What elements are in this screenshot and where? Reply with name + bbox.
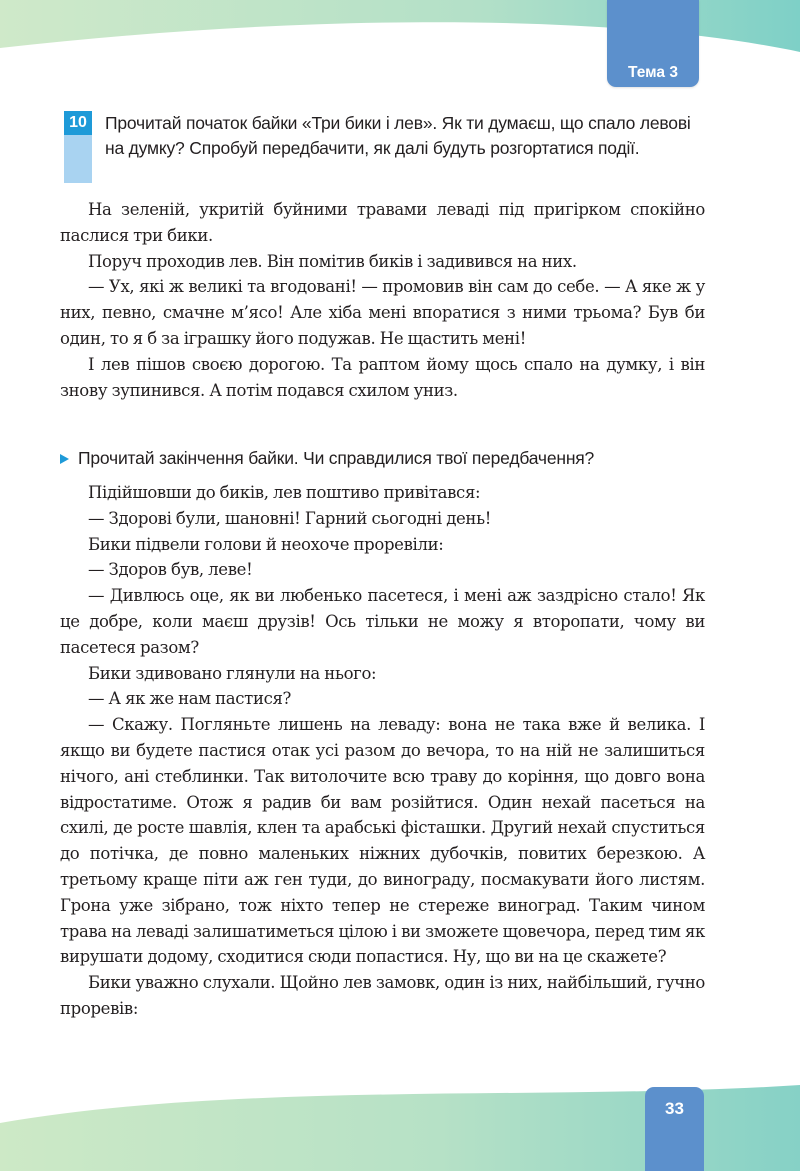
story-beginning xyxy=(60,197,705,403)
paragraph: — Здоров був, леве! xyxy=(88,560,253,580)
topic-label: Тема 3 xyxy=(628,64,678,81)
page-number: 33 xyxy=(665,1099,684,1118)
triangle-bullet-icon xyxy=(60,454,69,464)
task-block xyxy=(64,111,714,161)
paragraph: — Ух, які ж великі та вгодовані! — промовив він сам до себе. — А яке ж у них, певно, смачне м’ясо! Але хіба мені впоратися з ними трьома? Був би один, то я б за іграшку його подужав. Не щастить мені! xyxy=(60,277,705,348)
paragraph: І лев пішов своєю дорогою. Та раптом йому щось спало на думку, і він знову зупинився. А потім подався схилом униз. xyxy=(60,354,705,400)
paragraph: — Скажу. Погляньте лишень на леваду: вона не така вже й велика. І якщо ви будете пастися отак усі разом до вечора, то на ній не залишиться нічого, ані стеблинки. Так витолочите всю траву до коріння, що довго вона відростатиме. Отож я радив би вам розійтися. Один нехай пасеться на схилі, де росте шавлія, клен та арабські фісташки. Другий нехай спуститься до потічка, де повно маленьких ніжних дубочків, повитих березкою. А третьому краще піти аж ген туди, до винограду, посмакувати його листям. Грона уже зібрано, тож ніхто тепер не стереже виноград. Таким чином трава на леваді залишатиметься цілою і ви зможете щовечора, перед тим як вирушати додому, сходитися сюди попастися. Ну, що ви на це скажете? xyxy=(60,715,705,967)
paragraph: Бики уважно слухали. Щойно лев замовк, один із них, найбільший, гучно проревів: xyxy=(60,973,705,1018)
paragraph: — Здорові були, шановні! Гарний сьогодні день! xyxy=(88,508,491,528)
task-text: Прочитай початок байки «Три бики і лев». Як ти думаєш, що спало левові на думку? Спробуй передбачити, як далі будуть розгортатися події. xyxy=(105,113,691,158)
paragraph: Бики здивовано глянули на нього: xyxy=(88,663,377,683)
paragraph: Поруч проходив лев. Він помітив биків і задивився на них. xyxy=(88,251,577,271)
topic-tab xyxy=(607,0,699,87)
story-ending xyxy=(60,480,705,1022)
task-number-badge: 10 xyxy=(64,111,92,135)
paragraph: На зеленій, укритій буйними травами леваді під пригірком спокійно паслися три бики. xyxy=(60,200,705,245)
instruction-text: Прочитай закінчення байки. Чи справдилися твої передбачення? xyxy=(78,448,595,468)
paragraph: — Дивлюсь оце, як ви любенько пасетеся, і мені аж заздрісно стало! Як це добре, коли маєш друзів! Ось тільки не можу я второпати, чому ви пасетеся разом? xyxy=(60,586,705,657)
paragraph: Підійшовши до биків, лев поштиво привітався: xyxy=(88,483,481,502)
page-number-tab xyxy=(645,1087,704,1171)
paragraph: Бики підвели голови й неохоче проревіли: xyxy=(88,534,444,554)
paragraph: — А як же нам пастися? xyxy=(88,689,292,709)
instruction-line xyxy=(60,448,710,469)
